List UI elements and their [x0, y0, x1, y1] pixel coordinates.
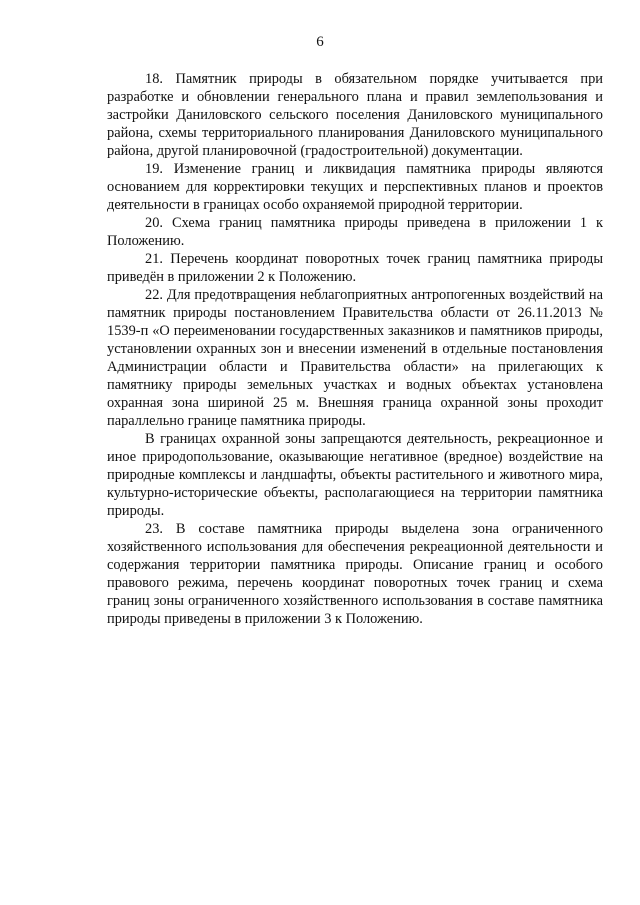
paragraph-19: 19. Изменение границ и ликвидация памятника природы являются основанием для корректировки текущих и перспективных планов и проектов деятельности в границах особо охраняемой природной территории.	[107, 161, 603, 213]
page-number: 6	[316, 34, 324, 50]
paragraph-22: 22. Для предотвращения неблагоприятных антропогенных воздействий на памятник природы постановлением Правительства области от 26.11.2013 № 1539-п «О переименовании государственных заказников и памятников природы, установлении охранных зон и внесении изменений в отдельные постановления Администрации области и Правительства области» на прилегающих к памятнику природы земельных участках и водных объектах установлена охранная зона шириной 25 м. Внешняя граница охранной зоны проходит параллельно границе памятника природы.	[107, 287, 603, 429]
paragraph-21: 21. Перечень координат поворотных точек границ памятника природы приведён в приложении 2 к Положению.	[107, 251, 603, 285]
paragraph-23: 23. В составе памятника природы выделена зона ограниченного хозяйственного использования для обеспечения рекреационной деятельности и содержания территории памятника природы. Описание границ и особого правового режима, перечень координат поворотных точек границ и схема границ зоны ограниченного хозяйственного использования в составе памятника природы приведены в приложении 3 к Положению.	[107, 521, 603, 627]
document-body	[107, 70, 603, 628]
paragraph-22-continuation: В границах охранной зоны запрещаются деятельность, рекреационное и иное природопользование, оказывающие негативное (вредное) воздействие на природные комплексы и ландшафты, объекты растительного и животного мира, культурно-исторические объекты, располагающиеся на территории памятника природы.	[107, 431, 603, 519]
paragraph-18: 18. Памятник природы в обязательном порядке учитывается при разработке и обновлении генерального плана и правил землепользования и застройки Даниловского сельского поселения Даниловского муниципального района, схемы территориального планирования Даниловского муниципального района, другой планировочной (градостроительной) документации.	[107, 71, 603, 159]
paragraph-20: 20. Схема границ памятника природы приведена в приложении 1 к Положению.	[107, 215, 603, 249]
